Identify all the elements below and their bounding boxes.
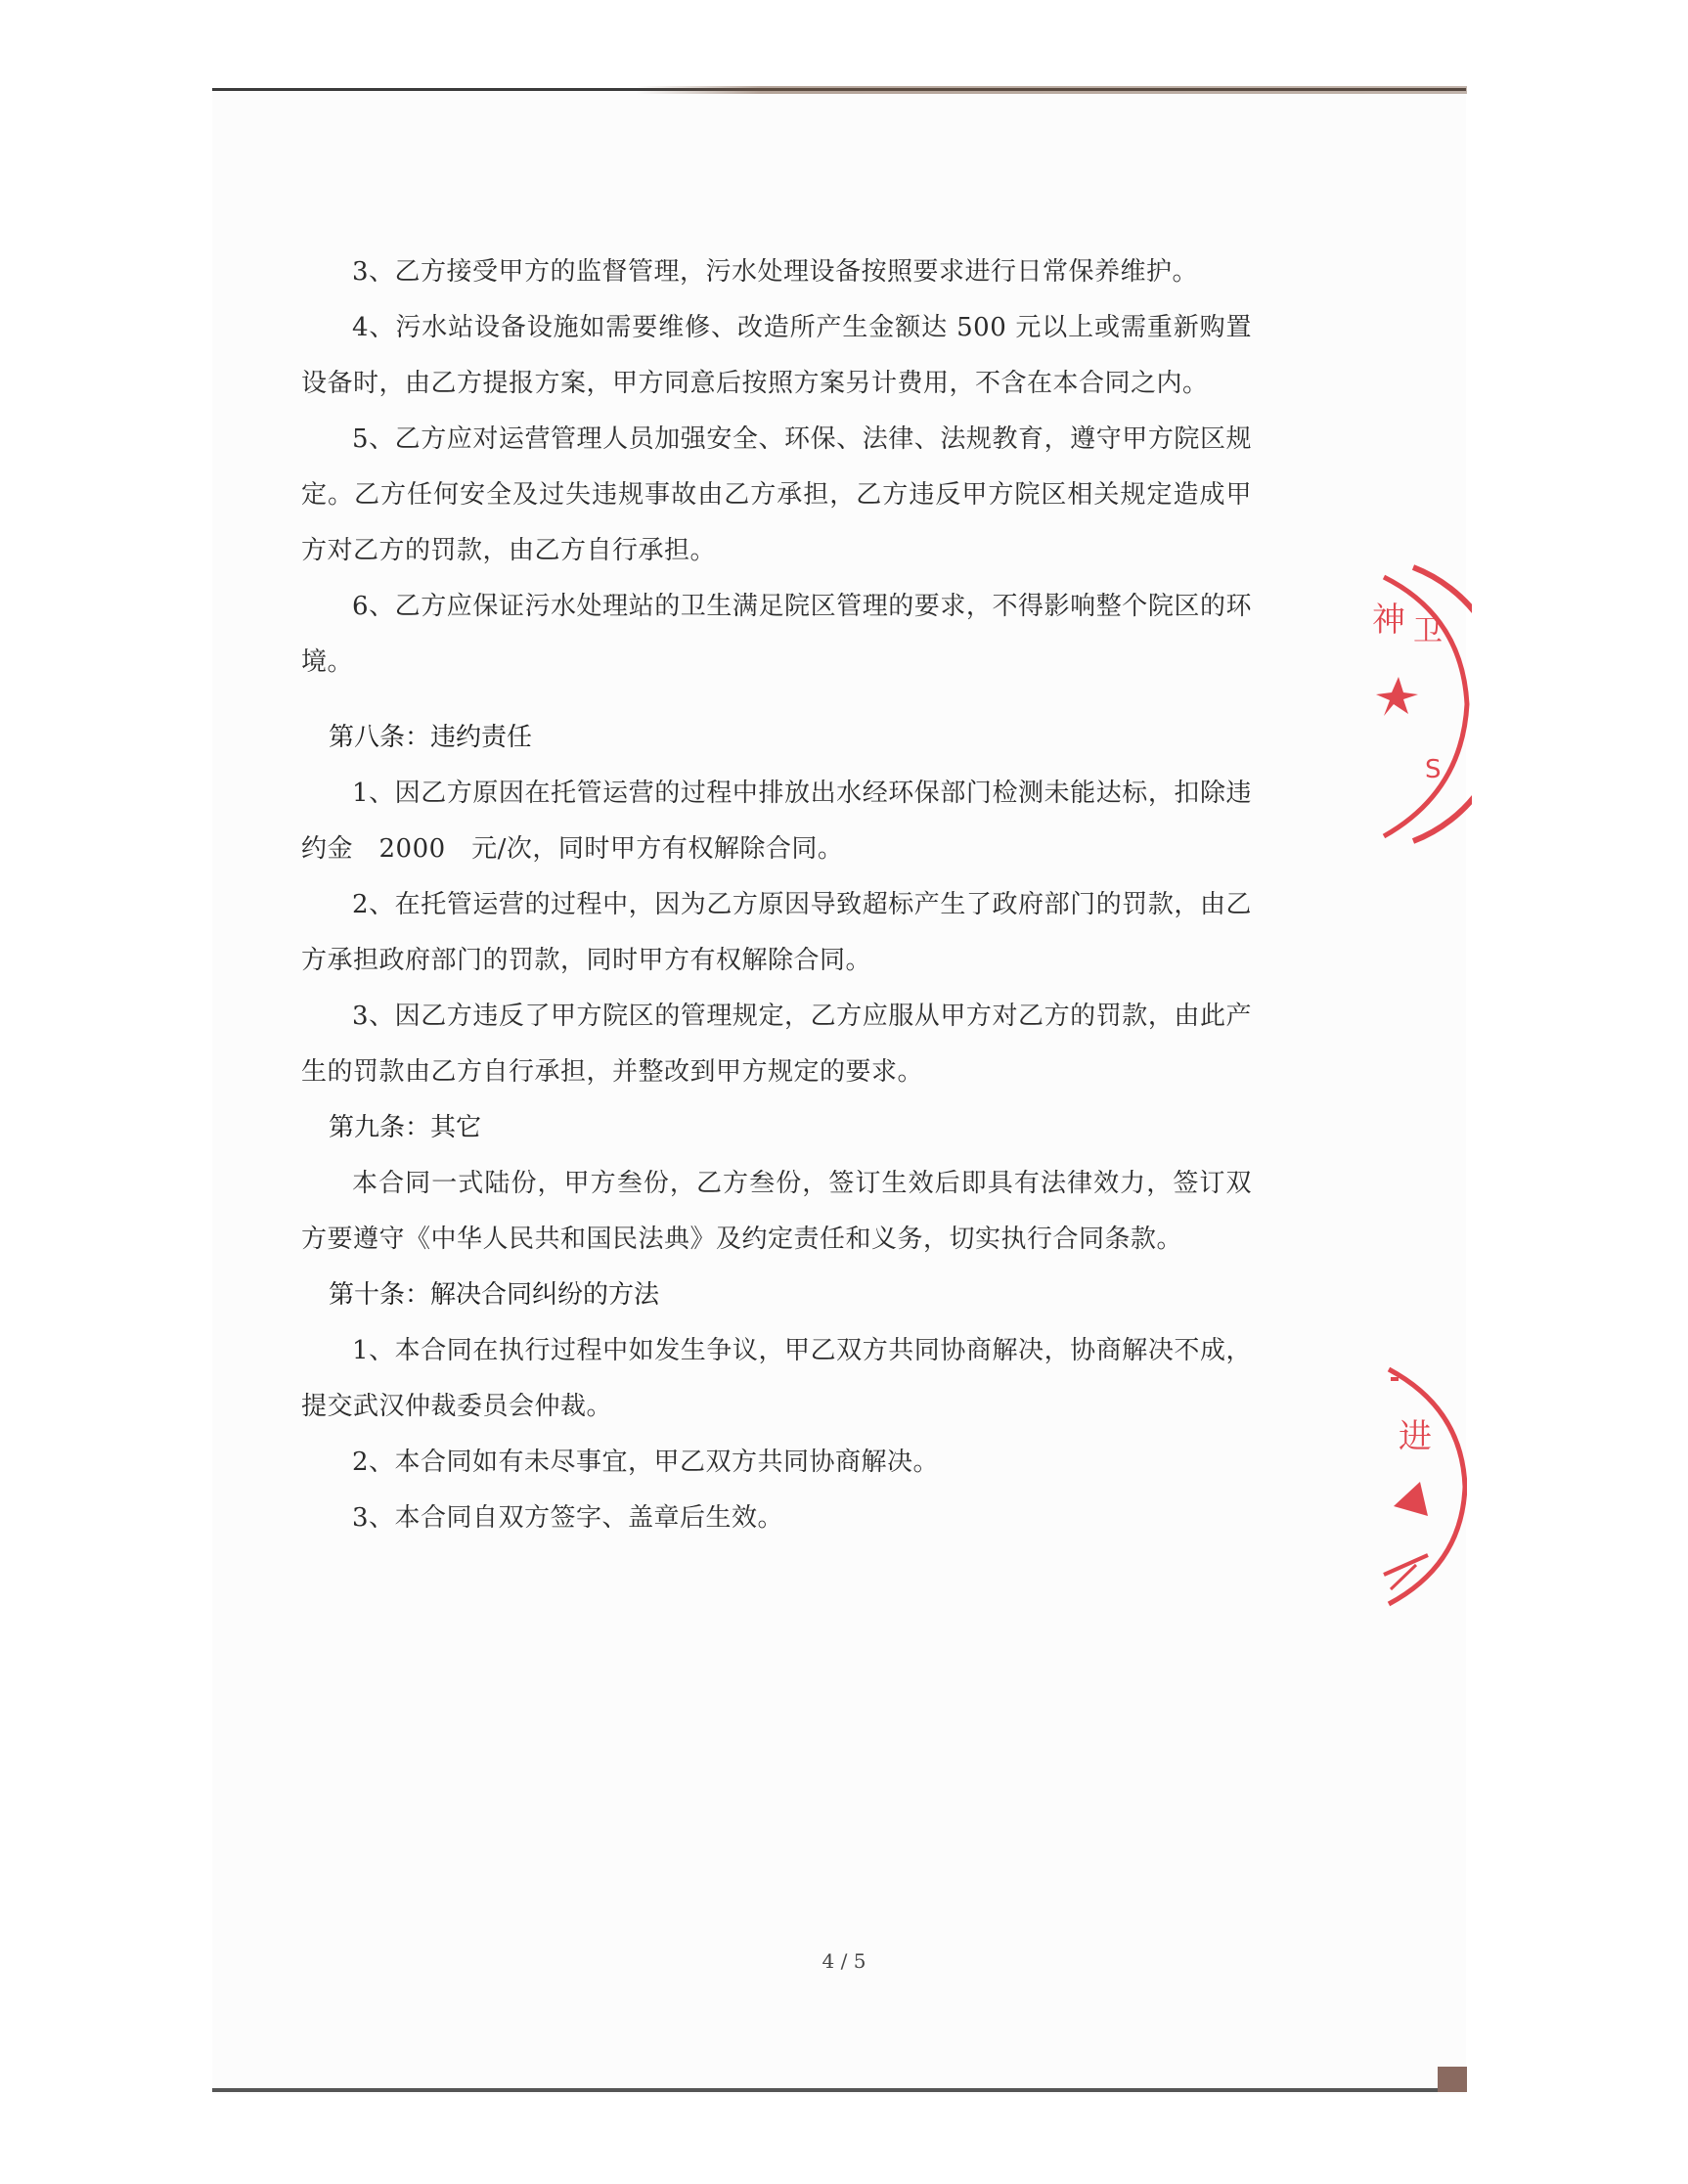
seal-top-char-1: 神	[1372, 601, 1405, 640]
seal-bottom-char-1: 进	[1399, 1417, 1432, 1456]
scan-edge-stain	[636, 86, 1467, 94]
clause-7-4: 4、污水站设备设施如需要维修、改造所产生金额达 500 元以上或需重新购置设备时，由乙方提报方案，甲方同意后按照方案另计费用，不含在本合同之内。	[301, 313, 1252, 398]
clause-10-1: 1、本合同在执行过程中如发生争议，甲乙双方共同协商解决，协商解决不成，提交武汉仲裁委员会仲裁。	[301, 1336, 1252, 1421]
contract-body	[301, 245, 1252, 1546]
article-9-heading: 第九条：其它	[329, 1113, 482, 1142]
seal-top-char-2: 卫	[1413, 614, 1443, 648]
clause-7-3: 3、乙方接受甲方的监督管理，污水处理设备按照要求进行日常保养维护。	[352, 257, 1199, 287]
clause-9-1: 本合同一式陆份，甲方叁份，乙方叁份，签订生效后即具有法律效力，签订双方要遵守《中华人民共和国民法典》及约定责任和义务，切实执行合同条款。	[301, 1169, 1252, 1254]
article-10-heading: 第十条：解决合同纠纷的方法	[329, 1280, 660, 1310]
red-seal-top	[1364, 557, 1472, 851]
scan-bottom-edge	[212, 2088, 1466, 2092]
page-number: 4 / 5	[822, 1949, 866, 1973]
clause-7-5: 5、乙方应对运营管理人员加强安全、环保、法律、法规教育，遵守甲方院区规定。乙方任何安全及过失违规事故由乙方承担，乙方违反甲方院区相关规定造成甲方对乙方的罚款，由乙方自行承担。	[301, 424, 1252, 565]
red-seal-bottom	[1369, 1355, 1467, 1619]
clause-10-2: 2、本合同如有未尽事宜，甲乙双方共同协商解决。	[352, 1448, 940, 1477]
clause-8-1: 1、因乙方原因在托管运营的过程中排放出水经环保部门检测未能达标，扣除违约金 2000 元/次，同时甲方有权解除合同。	[301, 779, 1252, 864]
article-8-heading: 第八条：违约责任	[329, 723, 533, 752]
scan-corner	[1438, 2067, 1467, 2092]
clause-7-6: 6、乙方应保证污水处理站的卫生满足院区管理的要求，不得影响整个院区的环境。	[301, 592, 1252, 677]
seal-top-char-3: S	[1425, 755, 1442, 784]
clause-10-3: 3、本合同自双方签字、盖章后生效。	[352, 1503, 784, 1533]
clause-8-2: 2、在托管运营的过程中，因为乙方原因导致超标产生了政府部门的罚款，由乙方承担政府部门的罚款，同时甲方有权解除合同。	[301, 890, 1252, 975]
clause-8-3: 3、因乙方违反了甲方院区的管理规定，乙方应服从甲方对乙方的罚款，由此产生的罚款由乙方自行承担，并整改到甲方规定的要求。	[301, 1002, 1252, 1087]
